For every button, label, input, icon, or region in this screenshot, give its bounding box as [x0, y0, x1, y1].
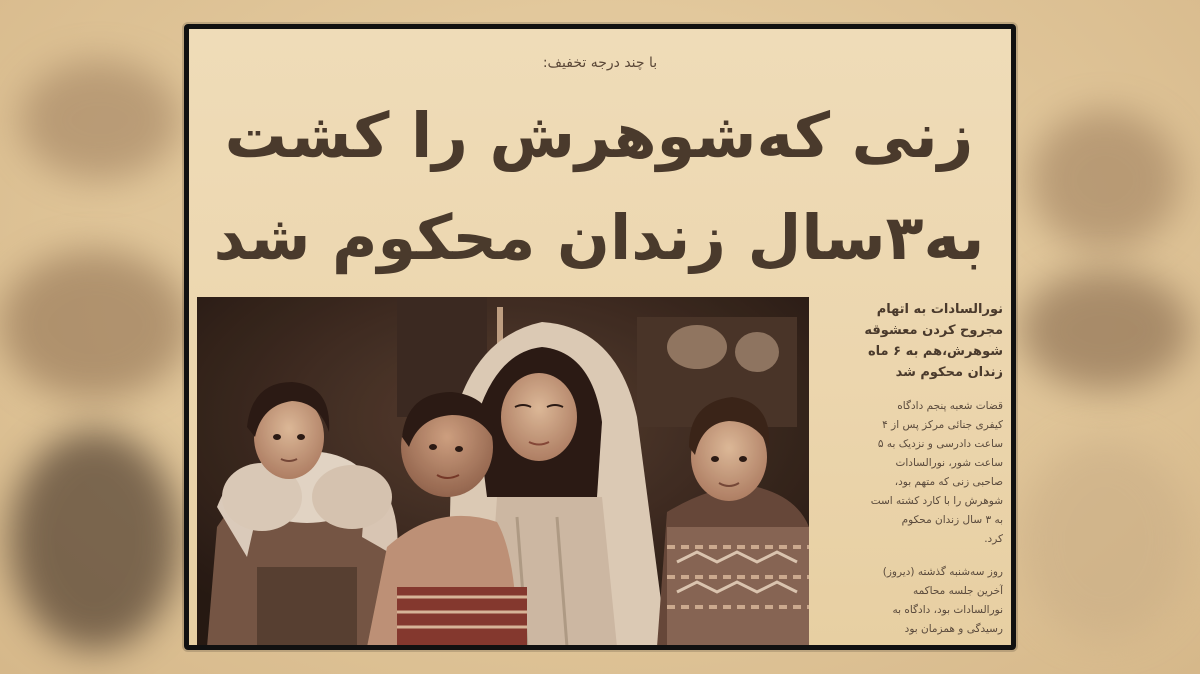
body-line: ساعت دادرسی و نزدیک به ۵	[877, 438, 1003, 450]
headline-line-2: به۳سال زندان محکوم شد	[213, 201, 985, 274]
lead-line: زندان محکوم شد	[895, 365, 1003, 380]
article-photo	[197, 297, 809, 647]
background-blur	[1020, 270, 1190, 390]
body-line: نورالسادات بود، دادگاه به	[892, 604, 1003, 616]
article-kicker: با چند درجه تخفیف:	[542, 55, 658, 71]
background-blur	[20, 60, 180, 180]
body-line: شوهرش را با کارد کشته است	[870, 495, 1003, 507]
newspaper-clipping	[184, 24, 1016, 650]
body-line: کیفری جنائی مرکز پس از ۴	[882, 419, 1003, 431]
body-line: روز سه‌شنبه گذشته (دیروز)	[882, 566, 1003, 578]
body-line: آخرین جلسه محاکمه	[912, 585, 1003, 597]
article-column	[817, 299, 1003, 649]
body-line: ساعت شور، نورالسادات	[895, 457, 1003, 469]
background-blur	[0, 250, 190, 400]
body-line: کرد.	[984, 533, 1003, 545]
lead-line: نورالسادات به اتهام	[876, 302, 1003, 317]
body-line: قضات شعبه پنجم دادگاه	[897, 400, 1003, 412]
lead-line: مجروح کردن معشوقه	[864, 323, 1003, 338]
background-blur	[1030, 110, 1180, 250]
headline-line-1: زنی که‌شوهرش را کشت	[224, 99, 974, 172]
body-line: رسیدگی و همزمان بود	[904, 623, 1003, 635]
photo-family	[197, 297, 809, 647]
background-blur	[1020, 440, 1190, 640]
body-line: صاحبی زنی که متهم بود،	[894, 476, 1003, 488]
body-line: به ۳ سال زندان محکوم	[901, 514, 1003, 526]
background-blur	[10, 430, 180, 650]
lead-line: شوهرش،هم به ۶ ماه	[867, 344, 1003, 359]
